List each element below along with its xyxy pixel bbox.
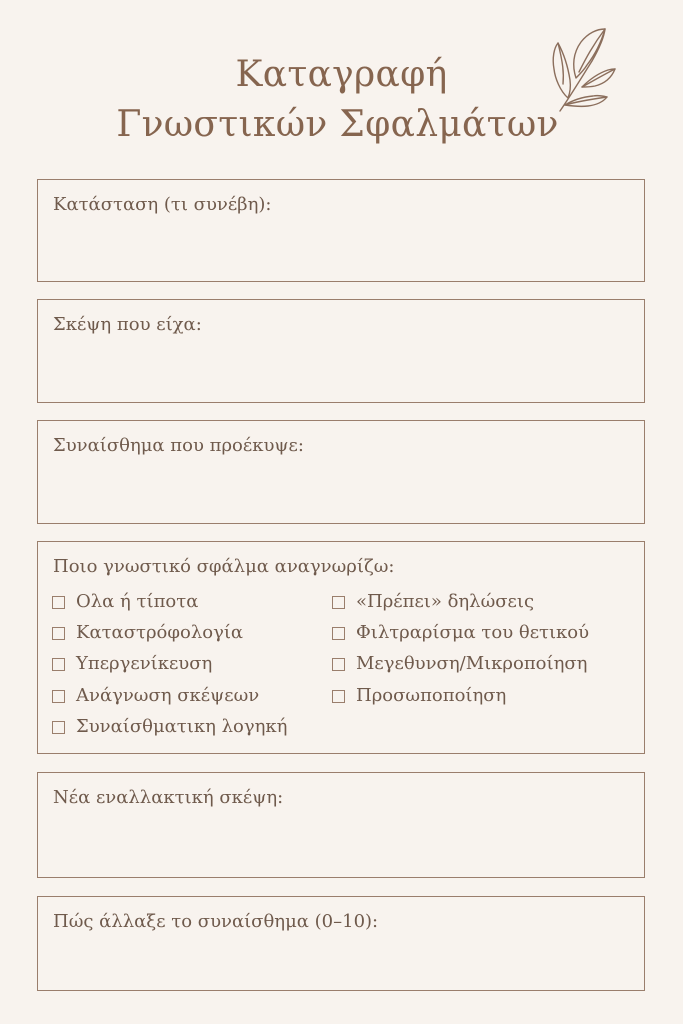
checkbox-icon[interactable] bbox=[332, 627, 345, 640]
checkbox-icon[interactable] bbox=[52, 721, 65, 734]
option-label: Συναίσθματικη λογηκή bbox=[76, 716, 288, 737]
checkbox-option[interactable] bbox=[52, 715, 287, 739]
checkbox-option[interactable] bbox=[52, 652, 212, 676]
checkbox-option[interactable] bbox=[332, 652, 587, 676]
option-label: Φιλτραρίσμα του θετικού bbox=[356, 622, 590, 643]
checkbox-option[interactable] bbox=[332, 684, 506, 708]
alternative-thought-label: Νέα εναλλακτική σκέψη: bbox=[53, 787, 284, 808]
emotion-label: Συναίσθημα που προέκυψε: bbox=[53, 435, 304, 456]
title-line-2: Γνωστικών Σφαλμάτων bbox=[116, 104, 559, 145]
checkbox-icon[interactable] bbox=[52, 658, 65, 671]
option-label: Καταστρόφολογία bbox=[76, 622, 244, 643]
checkbox-option[interactable] bbox=[332, 621, 589, 645]
leaf-sprig-icon bbox=[548, 25, 618, 117]
checkbox-option[interactable] bbox=[52, 621, 243, 645]
thought-field[interactable] bbox=[37, 299, 645, 403]
checkbox-icon[interactable] bbox=[52, 690, 65, 703]
option-label: «Πρέπει» δηλώσεις bbox=[356, 591, 535, 612]
checkbox-icon[interactable] bbox=[332, 690, 345, 703]
cognitive-distortion-label: Ποιο γνωστικό σφάλμα αναγνωρίζω: bbox=[53, 556, 395, 577]
checkbox-option[interactable] bbox=[52, 590, 198, 614]
cognitive-distortion-section bbox=[37, 541, 645, 754]
option-label: Προσωποποίηση bbox=[356, 685, 507, 706]
title-line-1: Καταγραφή bbox=[235, 54, 448, 95]
checkbox-icon[interactable] bbox=[52, 596, 65, 609]
emotion-change-label: Πώς άλλαξε το συναίσθημα (0–10): bbox=[53, 911, 379, 932]
option-label: Ολα ή τίποτα bbox=[76, 591, 199, 612]
option-label: Υπεργενίκευση bbox=[76, 653, 213, 674]
checkbox-icon[interactable] bbox=[52, 627, 65, 640]
checkbox-option[interactable] bbox=[52, 684, 259, 708]
emotion-change-field[interactable] bbox=[37, 896, 645, 991]
alternative-thought-field[interactable] bbox=[37, 772, 645, 878]
situation-field[interactable] bbox=[37, 179, 645, 282]
option-label: Μεγεθυνση/Μικροποίηση bbox=[356, 653, 588, 674]
cognitive-distortion-options bbox=[52, 588, 632, 748]
checkbox-option[interactable] bbox=[332, 590, 534, 614]
checkbox-icon[interactable] bbox=[332, 658, 345, 671]
thought-label: Σκέψη που είχα: bbox=[53, 314, 202, 335]
emotion-field[interactable] bbox=[37, 420, 645, 524]
situation-label: Κατάσταση (τι συνέβη): bbox=[53, 194, 272, 215]
checkbox-icon[interactable] bbox=[332, 596, 345, 609]
option-label: Ανάγνωση σκέψεων bbox=[76, 685, 260, 706]
